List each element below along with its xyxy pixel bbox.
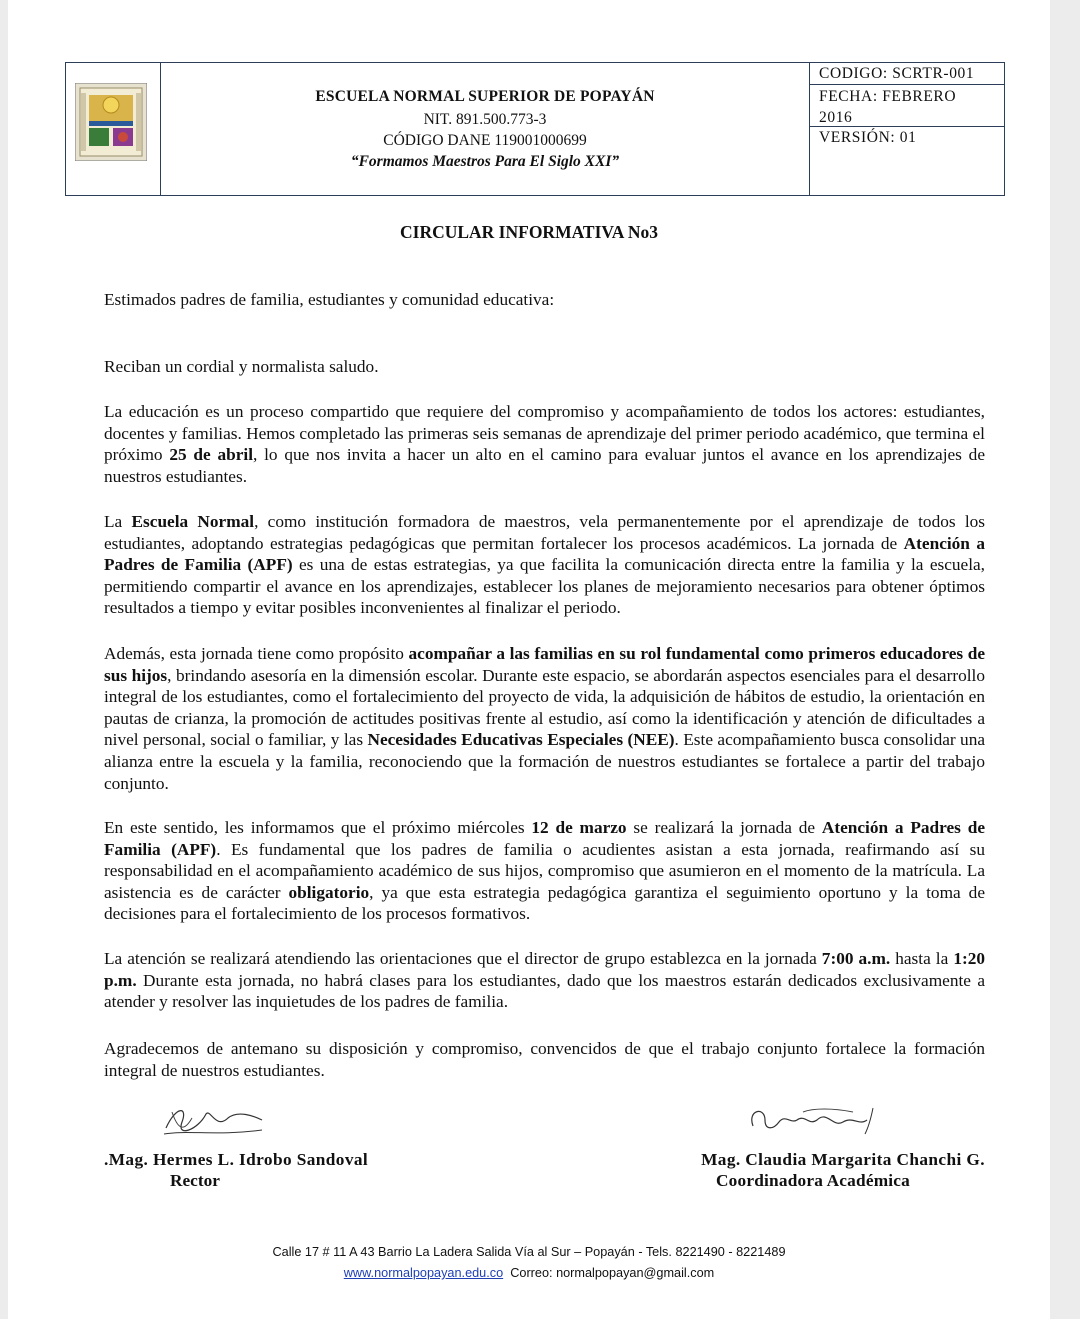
logo-cell xyxy=(66,63,161,195)
p4-bold-apf: Atención a Padres de Familia (APF) xyxy=(104,818,985,859)
paragraph-2 xyxy=(104,511,985,619)
footer-address: Calle 17 # 11 A 43 Barrio La Ladera Salida Vía al Sur – Popayán - Tels. 8221490 - 8221489 xyxy=(272,1245,786,1259)
p1-text-a: La educación es un proceso compartido que requiere del compromiso y acompañamiento de todos los actores: estudiantes, docentes y familias. Hemos completado las primeras seis semanas de aprendizaje del primer periodo académico, que termina el próximo xyxy=(104,402,985,465)
document-page xyxy=(8,0,1050,1319)
rector-signature-icon xyxy=(158,1100,268,1142)
salutation: Reciban un cordial y normalista saludo. xyxy=(104,357,379,376)
nit: NIT. 891.500.773-3 xyxy=(423,111,547,128)
p1-text-c: , lo que nos invita a hacer un alto en el camino para evaluar juntos el avance en los aprendizajes de nuestros estudiantes. xyxy=(104,445,985,486)
paragraph-5 xyxy=(104,948,985,1013)
fecha xyxy=(810,85,1004,127)
rector-name: .Mag. Hermes L. Idrobo Sandoval xyxy=(104,1150,369,1169)
p4-text-g: , ya que esta estrategia pedagógica garantiza el seguimiento oportuno y la toma de decisiones para el fortalecimiento de los procesos formativos. xyxy=(104,882,985,924)
coordinator-name: Mag. Claudia Margarita Chanchi G. xyxy=(701,1150,985,1169)
coordinator-role: Coordinadora Académica xyxy=(716,1171,911,1190)
fecha-line1: FECHA: FEBRERO xyxy=(819,88,957,105)
coordinator-signature-icon xyxy=(743,1100,893,1142)
paragraph-1 xyxy=(104,401,985,487)
p5-text-a: La atención se realizará atendiendo las orientaciones que el director de grupo establezca en la jornada xyxy=(104,949,822,968)
p2-bold-a: Escuela Normal xyxy=(131,512,255,531)
website-link[interactable]: www.normalpopayan.edu.co xyxy=(343,1266,504,1280)
document-header xyxy=(65,62,1005,196)
p2-text-a: La xyxy=(104,512,132,531)
circular-title: CIRCULAR INFORMATIVA No3 xyxy=(400,222,658,242)
p3-bold-b: Necesidades Educativas Especiales (NEE) xyxy=(367,730,675,750)
motto: “Formamos Maestros Para El Siglo XXI” xyxy=(350,153,620,170)
school-name: ESCUELA NORMAL SUPERIOR DE POPAYÁN xyxy=(315,88,655,105)
rector-role: Rector xyxy=(170,1171,220,1190)
header-center xyxy=(161,63,810,195)
p4-text-a: En este sentido, les informamos que el próximo miércoles xyxy=(104,818,532,837)
version: VERSIÓN: 01 xyxy=(819,129,917,146)
paragraph-4 xyxy=(104,817,985,925)
p2-text-e: es una de estas estrategias, ya que facilita la comunicación directa entre la familia y la escuela, permitiendo compartir el avance en los aprendizajes, establecer los planes de mejoramiento necesarios para obtener óptimos resultados a tiempo y evitar posibles inconvenientes al finalizar el periodo. xyxy=(104,555,985,618)
codigo: CODIGO: SCRTR-001 xyxy=(810,63,1004,85)
p5-text-e: Durante esta jornada, no habrá clases para los estudiantes, dado que los maestros estarán dedicados exclusivamente a atender y resolver las inquietudes de los padres de familia. xyxy=(104,970,985,1012)
footer-contact xyxy=(8,1266,1050,1280)
p4-bold-date: 12 de marzo xyxy=(531,818,627,837)
header-meta xyxy=(810,63,1004,195)
p2-bold-b: Atención a Padres de Familia (APF) xyxy=(104,533,985,575)
school-crest-icon xyxy=(75,83,147,161)
dane-code: CÓDIGO DANE 119001000699 xyxy=(383,132,587,149)
p4-bold-obligatorio: obligatorio xyxy=(288,882,370,902)
greeting: Estimados padres de familia, estudiantes y comunidad educativa: xyxy=(104,290,555,309)
p3-text-a: Además, esta jornada tiene como propósito xyxy=(104,644,409,663)
p5-bold-start: 7:00 a.m. xyxy=(821,949,891,968)
p4-text-e: . Es fundamental que los padres de familia o acudientes asistan a esta jornada, reafirmando así su responsabilidad en el acompañamiento académico de sus hijos, compromiso que asumieron en el momento de la matrícula. La asistencia es de carácter xyxy=(104,839,985,902)
p3-bold-a: acompañar a las familias en su rol fundamental como primeros educadores de sus hijos xyxy=(104,644,985,685)
paragraph-3 xyxy=(104,643,985,794)
p1-bold-date: 25 de abril xyxy=(169,445,253,465)
paragraph-6: Agradecemos de antemano su disposición y compromiso, convencidos de que el trabajo conjunto fortalece la formación integral de nuestros estudiantes. xyxy=(104,1039,985,1080)
p2-text-c: , como institución formadora de maestros, vela permanentemente por el aprendizaje de todos los estudiantes, adoptando estrategias pedagógicas que permitan fortalecer los procesos académicos. La jornada de xyxy=(104,512,986,553)
p3-text-c: , brindando asesoría en la dimensión escolar. Durante este espacio, se abordarán aspectos esenciales para el desarrollo integral de los estudiantes, como el fortalecimiento del proyecto de vida, la adquisición de hábitos de estudio, la orientación en pautas de crianza, la promoción de actitudes positivas frente al estudio, así como la identificación y atención de dificultades a nivel personal, social o familiar, y las xyxy=(104,665,985,750)
fecha-line2: 2016 xyxy=(819,109,853,126)
p3-text-e: . Este acompañamiento busca consolidar una alianza entre la escuela y la familia, reconociendo que la formación de nuestros estudiantes se fortalece a partir del trabajo conjunto. xyxy=(104,730,986,793)
p4-text-c: se realizará la jornada de xyxy=(626,818,822,837)
p5-bold-end: 1:20 p.m. xyxy=(104,949,985,990)
footer-email: Correo: normalpopayan@gmail.com xyxy=(510,1266,715,1280)
p5-text-c: hasta la xyxy=(890,949,954,968)
